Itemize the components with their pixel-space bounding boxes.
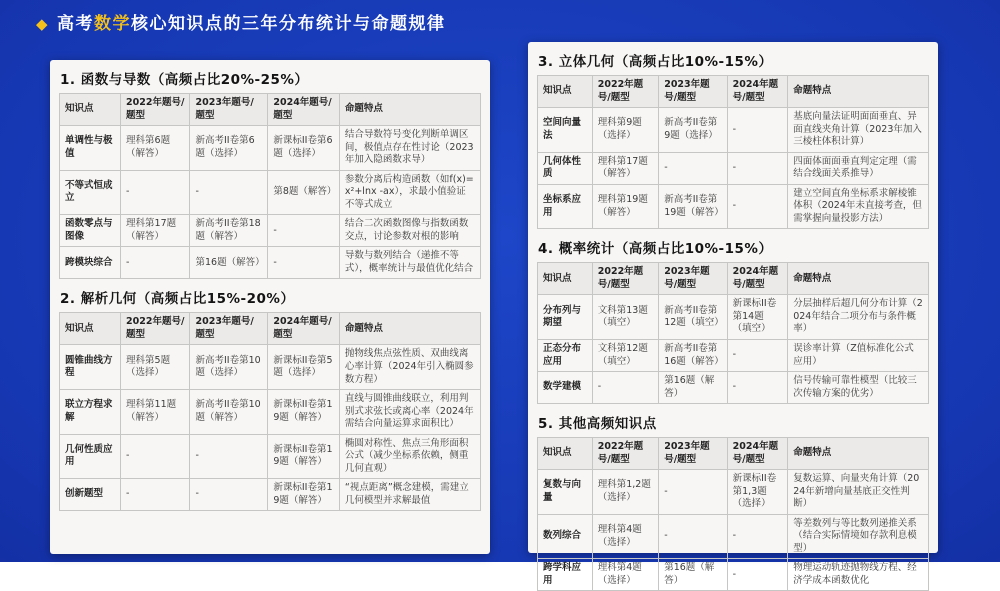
header-row [538,263,929,295]
page-title-prefix: 高考 [57,14,95,34]
column-header: 2024年题号/题型 [727,438,788,470]
table-row [60,390,481,435]
feature-cell: 结合导数符号变化判断单调区间，极值点存在性讨论（2023年加入隐函数求导） [339,126,480,171]
section-probability-statistics [528,237,938,404]
knowledge-point-cell: 分布列与期望 [538,295,593,340]
section-title-analytic-geometry: 2. 解析几何（高频占比15%-20%） [60,291,295,308]
year-2023-cell: - [659,152,727,184]
year-2023-cell: - [659,470,727,515]
year-2023-cell: 新高考II卷第10题（解答） [190,390,268,435]
year-2023-cell: - [659,514,727,559]
year-2024-cell: 新课标II卷第19题（解答） [268,479,340,511]
year-2024-cell: - [727,184,788,229]
year-2024-cell: - [727,339,788,371]
table-solid-geometry [537,75,929,229]
year-2023-cell: 新高考II卷第16题（解答） [659,339,727,371]
feature-cell: 基底向量法证明面面垂直、异面直线夹角计算（2023年加入三棱柱体积计算） [788,108,929,153]
feature-cell: 结合二次函数图像与指数函数交点，讨论参数对根的影响 [339,215,480,247]
column-header: 2024年题号/题型 [727,76,788,108]
knowledge-point-cell: 几何性质应用 [60,434,121,479]
panel-right [528,42,938,586]
column-header: 命题特点 [788,76,929,108]
column-header: 知识点 [60,94,121,126]
column-header: 知识点 [538,263,593,295]
year-2022-cell: 文科第12题（填空） [592,339,658,371]
table-row [538,295,929,340]
feature-cell: 分层抽样后超几何分布计算（2024年结合二项分布与条件概率） [788,295,929,340]
header-row [60,313,481,345]
column-header: 2023年题号/题型 [190,313,268,345]
year-2022-cell: 理科第5题（选择） [121,345,190,390]
section-analytic-geometry [50,287,490,511]
year-2022-cell: 理科第9题（选择） [592,108,658,153]
knowledge-point-cell: 函数零点与图像 [60,215,121,247]
year-2022-cell: - [592,372,658,404]
section-title-other-topics: 5. 其他高频知识点 [538,416,657,433]
diamond-icon: ◆ [36,15,50,33]
table-row [60,215,481,247]
feature-cell: 四面体面面垂直判定定理（需结合线面关系推导） [788,152,929,184]
column-header: 命题特点 [788,438,929,470]
knowledge-point-cell: 创新题型 [60,479,121,511]
feature-cell: 等差数列与等比数列递推关系（结合实际情境如存款利息模型） [788,514,929,559]
year-2024-cell: - [727,372,788,404]
year-2024-cell: - [268,247,340,279]
table-row [538,184,929,229]
column-header: 2023年题号/题型 [659,263,727,295]
table-row [538,152,929,184]
year-2023-cell: 新高考II卷第9题（选择） [659,108,727,153]
year-2022-cell: 理科第19题（解答） [592,184,658,229]
year-2023-cell: - [190,170,268,215]
section-other-topics [528,412,938,591]
table-row [538,339,929,371]
year-2023-cell: 新高考II卷第12题（填空） [659,295,727,340]
feature-cell: 抛物线焦点弦性质、双曲线离心率计算（2024年引入椭圆参数方程） [339,345,480,390]
year-2023-cell: 新高考II卷第19题（解答） [659,184,727,229]
year-2024-cell: 新课标II卷第6题（选择） [268,126,340,171]
knowledge-point-cell: 数学建模 [538,372,593,404]
column-header: 知识点 [538,76,593,108]
feature-cell: 误诊率计算（Z值标准化公式应用） [788,339,929,371]
table-row [538,372,929,404]
column-header: 2022年题号/题型 [121,313,190,345]
column-header: 2023年题号/题型 [190,94,268,126]
year-2024-cell: 新课标II卷第1,3题（选择） [727,470,788,515]
table-row [60,345,481,390]
column-header: 2024年题号/题型 [268,313,340,345]
knowledge-point-cell: 跨模块综合 [60,247,121,279]
feature-cell: 建立空间直角坐标系求解棱锥体积（2024年未直接考查，但需掌握向量投影方法） [788,184,929,229]
year-2023-cell: 新高考II卷第18题（解答） [190,215,268,247]
column-header: 命题特点 [339,313,480,345]
section-title-probability: 4. 概率统计（高频占比10%-15%） [538,241,773,258]
knowledge-point-cell: 跨学科应用 [538,559,593,591]
panel-left [50,60,490,554]
table-row [60,126,481,171]
table-row [538,559,929,591]
knowledge-point-cell: 坐标系应用 [538,184,593,229]
section-title-solid-geometry: 3. 立体几何（高频占比10%-15%） [538,54,773,70]
year-2024-cell: - [268,215,340,247]
year-2023-cell: 第16题（解答） [190,247,268,279]
year-2024-cell: - [727,559,788,591]
year-2022-cell: 理科第4题（选择） [592,514,658,559]
column-header: 知识点 [60,313,121,345]
feature-cell: 参数分离后构造函数（如f(x)=x²+lnx -ax），求最小值验证不等式成立 [339,170,480,215]
knowledge-point-cell: 圆锥曲线方程 [60,345,121,390]
knowledge-point-cell: 联立方程求解 [60,390,121,435]
knowledge-point-cell: 单调性与极值 [60,126,121,171]
knowledge-point-cell: 正态分布应用 [538,339,593,371]
year-2022-cell: 文科第13题（填空） [592,295,658,340]
year-2024-cell: 新课标II卷第19题（解答） [268,390,340,435]
knowledge-point-cell: 复数与向量 [538,470,593,515]
table-other-topics [537,437,929,591]
knowledge-point-cell: 数列综合 [538,514,593,559]
year-2023-cell: 第16题（解答） [659,372,727,404]
table-functions-derivatives [59,93,481,279]
year-2024-cell: - [727,152,788,184]
knowledge-point-cell: 不等式恒成立 [60,170,121,215]
year-2023-cell: - [190,434,268,479]
header-row [538,76,929,108]
year-2022-cell: - [121,170,190,215]
table-row [60,247,481,279]
year-2024-cell: 新课标II卷第5题（选择） [268,345,340,390]
table-row [60,479,481,511]
year-2023-cell: - [190,479,268,511]
section-functions-derivatives [50,68,490,279]
year-2024-cell: 新课标II卷第14题（填空） [727,295,788,340]
year-2024-cell: 第8题（解答） [268,170,340,215]
column-header: 2022年题号/题型 [121,94,190,126]
year-2023-cell: 新高考II卷第6题（选择） [190,126,268,171]
year-2022-cell: 理科第17题（解答） [121,215,190,247]
column-header: 命题特点 [788,263,929,295]
column-header: 2024年题号/题型 [727,263,788,295]
section-title-functions: 1. 函数与导数（高频占比20%-25%） [60,72,309,88]
page-title [36,9,446,34]
header-row [60,94,481,126]
knowledge-point-cell: 几何体性质 [538,152,593,184]
table-row [60,170,481,215]
feature-cell: 复数运算、向量夹角计算（2024年新增向量基底正交性判断） [788,470,929,515]
table-analytic-geometry [59,312,481,511]
year-2022-cell: 理科第17题（解答） [592,152,658,184]
year-2024-cell: 新课标II卷第19题（解答） [268,434,340,479]
header-row [538,438,929,470]
year-2024-cell: - [727,514,788,559]
column-header: 2022年题号/题型 [592,263,658,295]
year-2022-cell: 理科第4题（选择） [592,559,658,591]
table-row [538,108,929,153]
feature-cell: 椭圆对称性、焦点三角形面积公式（减少坐标系依赖，侧重几何直观） [339,434,480,479]
column-header: 2023年题号/题型 [659,76,727,108]
section-solid-geometry [528,50,938,229]
column-header: 命题特点 [339,94,480,126]
year-2022-cell: 理科第1,2题（选择） [592,470,658,515]
column-header: 2024年题号/题型 [268,94,340,126]
year-2022-cell: - [121,479,190,511]
table-row [538,470,929,515]
knowledge-point-cell: 空间向量法 [538,108,593,153]
year-2022-cell: - [121,434,190,479]
table-row [60,434,481,479]
year-2023-cell: 第16题（解答） [659,559,727,591]
column-header: 2022年题号/题型 [592,438,658,470]
feature-cell: 直线与圆锥曲线联立，利用判别式求弦长或离心率（2024年需结合向量运算求面积比） [339,390,480,435]
year-2022-cell: - [121,247,190,279]
feature-cell: “视点距离”概念建模，需建立几何模型并求解最值 [339,479,480,511]
table-row [538,514,929,559]
feature-cell: 信号传输可靠性模型（比较三次传输方案的优劣） [788,372,929,404]
year-2024-cell: - [727,108,788,153]
year-2022-cell: 理科第6题（解答） [121,126,190,171]
column-header: 2023年题号/题型 [659,438,727,470]
column-header: 知识点 [538,438,593,470]
column-header: 2022年题号/题型 [592,76,658,108]
year-2023-cell: 新高考II卷第10题（选择） [190,345,268,390]
feature-cell: 导数与数列结合（递推不等式），概率统计与最值优化结合 [339,247,480,279]
table-probability-statistics [537,262,929,404]
page-title-highlight-math: 数学 [94,14,132,34]
page-title-suffix: 核心知识点的三年分布统计与命题规律 [131,14,446,34]
year-2022-cell: 理科第11题（解答） [121,390,190,435]
feature-cell: 物理运动轨迹抛物线方程、经济学成本函数优化 [788,559,929,591]
